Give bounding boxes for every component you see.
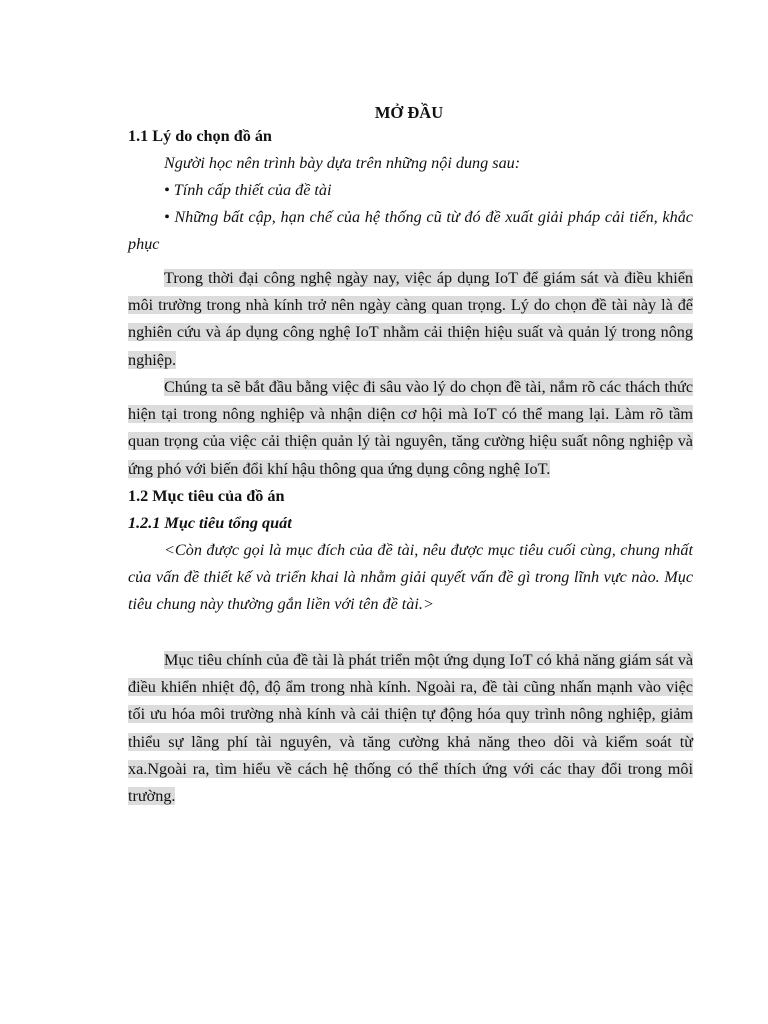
section-1-2-1-heading: 1.2.1 Mục tiêu tổng quát	[128, 514, 292, 532]
objective-guide: <Còn được gọi là mục đích của đề tài, nêu được mục tiêu cuối cùng, chung nhất của vấn đề thiết kế và triển khai là nhằm giải quyết vấn đề gì trong lĩnh vực nào. Mục tiêu chung này thường gắn liền với tên đề tài.>	[128, 541, 693, 614]
page-title: MỞ ĐẦU	[374, 103, 444, 122]
guide-bullet-1: • Tính cấp thiết của đề tài	[164, 181, 332, 199]
objective-paragraph	[128, 647, 693, 810]
reason-paragraph-1-text: Trong thời đại công nghệ ngày nay, việc áp dụng IoT để giám sát và điều khiển môi trường trong nhà kính trở nên ngày càng quan trọng. Lý do chọn đề tài này là để nghiên cứu và áp dụng công nghệ IoT nhằm cải thiện hiệu suất và quản lý trong nông nghiệp.	[128, 269, 693, 369]
reason-paragraph-2-text: Chúng ta sẽ bắt đầu bằng việc đi sâu vào lý do chọn đề tài, nắm rõ các thách thức hiện tại trong nông nghiệp và nhận diện cơ hội mà IoT có thể mang lại. Làm rõ tầm quan trọng của việc cải thiện quản lý tài nguyên, tăng cường hiệu suất nông nghiệp và ứng phó với biến đổi khí hậu thông qua ứng dụng công nghệ IoT.	[128, 378, 693, 478]
reason-paragraph-2	[128, 374, 693, 483]
section-1-1-heading: 1.1 Lý do chọn đồ án	[128, 127, 272, 145]
guide-bullet-2: • Những bất cập, hạn chế của hệ thống cũ từ đó đề xuất giải pháp cải tiến, khắc phục	[128, 208, 693, 254]
guide-intro: Người học nên trình bày dựa trên những nội dung sau:	[164, 154, 521, 172]
section-1-2-heading: 1.2 Mục tiêu của đồ án	[128, 487, 285, 505]
reason-paragraph-1	[128, 265, 693, 374]
objective-paragraph-text: Mục tiêu chính của đề tài là phát triển một ứng dụng IoT có khả năng giám sát và điều khiển nhiệt độ, độ ẩm trong nhà kính. Ngoài ra, đề tài cũng nhấn mạnh vào việc tối ưu hóa môi trường nhà kính và cải thiện tự động hóa quy trình nông nghiệp, giảm thiểu sự lãng phí tài nguyên, và tăng cường khả năng theo dõi và kiểm soát từ xa.Ngoài ra, tìm hiểu về cách hệ thống có thể thích ứng với các thay đổi trong môi trường.	[128, 651, 693, 806]
